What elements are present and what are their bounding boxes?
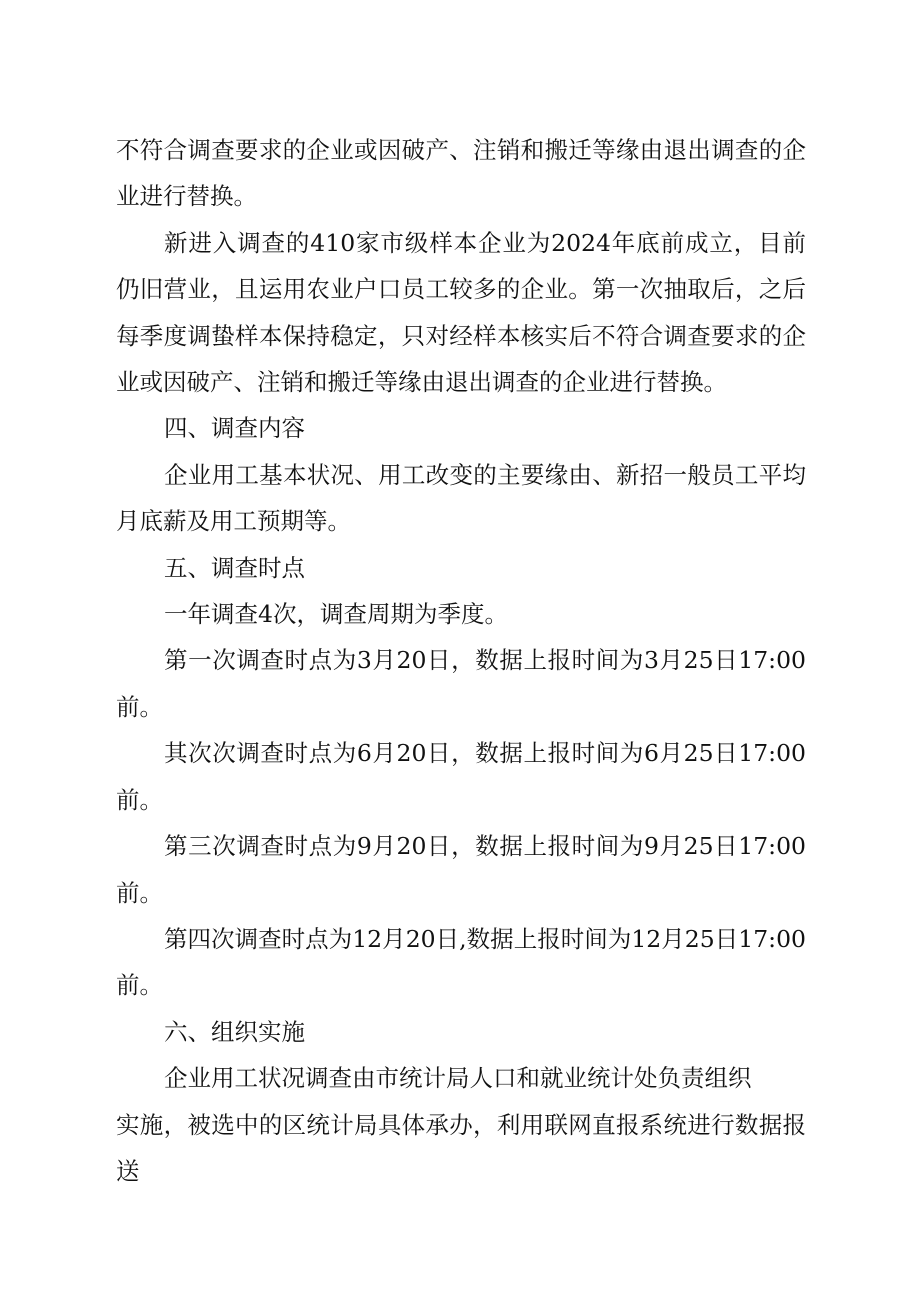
- paragraph-sample-enterprises: 新进入调查的410家市级样本企业为2024年底前成立，目前仍旧营业，且运用农业户口员工较多的企业。第一次抽取后，之后每季度调蛰样本保持稳定，只对经样本核实后不符合调查要求的企业或因破产、注销和搬迁等缘由退出调查的企业进行替换。: [116, 228, 806, 397]
- paragraph-continuation: 不符合调查要求的企业或因破产、注销和搬迁等缘由退出调查的企业进行替换。: [116, 136, 806, 211]
- section-heading-organization: 六、组织实施: [164, 1017, 305, 1046]
- paragraph-fourth-survey: 第四次调查时点为12月20日,数据上报时间为12月25日17:00前。: [116, 924, 806, 1000]
- paragraph-second-survey: 其次次调查时点为6月20日，数据上报时间为6月25日17:00前。: [116, 739, 806, 814]
- paragraph-first-survey: 第一次调查时点为3月20日，数据上报时间为3月25日17:00前。: [116, 646, 806, 721]
- document-body: [116, 127, 806, 1194]
- paragraph-third-survey: 第三次调查时点为9月20日，数据上报时间为9月25日17:00前。: [116, 832, 806, 907]
- paragraph-survey-content: 企业用工基本状况、用工改变的主要缘由、新招一般员工平均月底薪及用工预期等。: [116, 460, 806, 536]
- paragraph-survey-frequency: 一年调查4次，调查周期为季度。: [164, 600, 508, 629]
- section-heading-survey-content: 四、调查内容: [164, 414, 305, 443]
- paragraph-organization-line2: 实施，被选中的区统计局具体承办，利用联网直报系统进行数据报送: [116, 1110, 806, 1185]
- section-heading-survey-time: 五、调查时点: [164, 553, 305, 582]
- paragraph-organization-line1: 企业用工状况调查由市统计局人口和就业统计处负责组织: [164, 1064, 752, 1093]
